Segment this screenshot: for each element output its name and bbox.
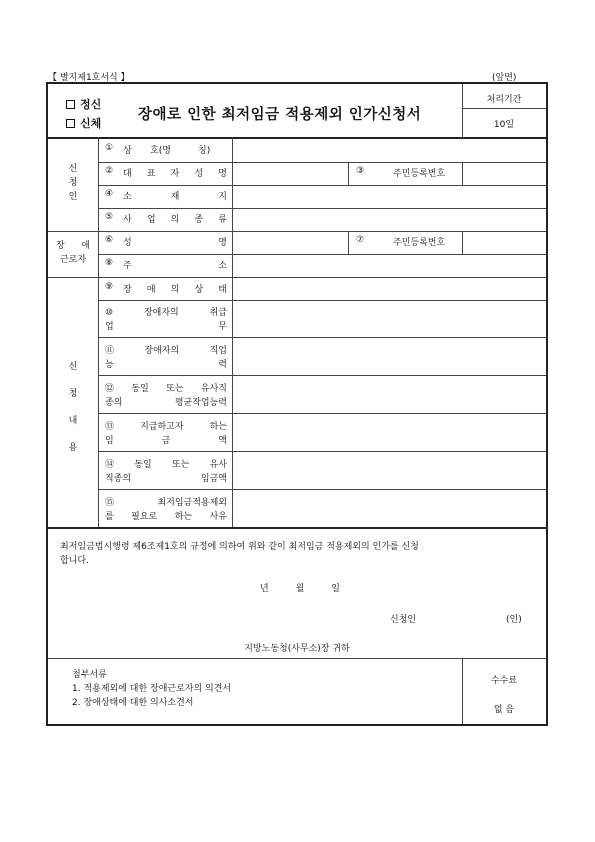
declaration-text: 최저임금법시행령 제6조제1호의 규정에 의하여 위와 같이 최저임금 적용제외의 인가를 신청 합니다. [60, 542, 419, 566]
business-name-field[interactable] [234, 139, 544, 160]
item6-num: ⑥ [105, 235, 114, 245]
attachment-item-1: 1. 적용제외에 대한 장애근로자의 의견서 [72, 684, 232, 694]
item12-label: ⑫ 동일 또는 유사직 종의 평균작업능력 [105, 384, 227, 408]
item9-num: ⑨ [105, 282, 114, 292]
item1-num: ① [105, 143, 114, 153]
disability-status-field[interactable] [234, 279, 544, 299]
average-ability-field[interactable] [234, 377, 544, 412]
addressee: 지방노동청(사무소)장 귀하 [244, 644, 350, 654]
representative-id-field[interactable] [464, 164, 544, 184]
item10-label: ⑩ 장애자의 취급 업 무 [105, 308, 227, 332]
item1-label: 상 호(명 [123, 146, 171, 156]
item15-label: ⑮ 최저임금적용제외 를 필요로 하는 사유 [105, 498, 227, 522]
checkbox-mental-label: 정신 [80, 98, 102, 111]
item1-label-end: 칭) [198, 146, 211, 156]
item6-label: 성 명 [123, 238, 227, 248]
item3-label: 주민등록번호 [393, 169, 446, 179]
form-number: 【 별지제1호서식 】 [48, 73, 130, 83]
fee-label: 수수료 [490, 676, 518, 686]
item2-label: 대 표 자 성 명 [123, 169, 227, 179]
proposed-wage-field[interactable] [234, 415, 544, 450]
section-label-applicant: 신 청 인 [68, 164, 78, 202]
business-type-field[interactable] [234, 210, 544, 230]
checkbox-square-icon[interactable] [66, 119, 75, 128]
attachments-title: 첨부서류 [72, 670, 107, 680]
item8-num: ⑧ [105, 258, 114, 268]
representative-name-field[interactable] [234, 164, 346, 184]
application-form [46, 82, 548, 726]
item2-num: ② [105, 166, 114, 176]
duties-field[interactable] [234, 302, 544, 336]
item9-label: 장 애 의 상 태 [123, 285, 227, 295]
vocational-ability-field[interactable] [234, 339, 544, 374]
checkbox-physical-label: 신체 [80, 117, 102, 130]
item7-label: 주민등록번호 [393, 238, 446, 248]
item11-label: ⑪ 장애자의 직업 능 력 [105, 346, 227, 370]
location-field[interactable] [234, 187, 544, 207]
worker-address-field[interactable] [234, 256, 544, 276]
checkbox-physical[interactable] [66, 115, 101, 131]
item4-num: ④ [105, 189, 114, 199]
processing-period-value: 10일 [493, 120, 515, 130]
item4-label: 소 재 지 [123, 192, 227, 202]
form-title: 장애로 인한 최저임금 적용제외 인가신청서 [138, 107, 422, 123]
worker-name-field[interactable] [234, 233, 346, 253]
attachment-item-2: 2. 장애상태에 대한 의사소견서 [72, 698, 194, 708]
checkbox-square-icon[interactable] [66, 100, 75, 109]
comparable-wage-field[interactable] [234, 453, 544, 488]
processing-period-label: 처리기간 [486, 95, 522, 105]
exemption-reason-field[interactable] [234, 491, 544, 526]
applicant-signature-label: 신청인 [390, 615, 417, 625]
item5-label: 사 업 의 종 류 [123, 215, 227, 225]
page-side-label: (앞면) [492, 73, 517, 83]
item3-num: ③ [356, 166, 365, 176]
section-label-content: 신 청 내 용 [68, 362, 78, 453]
item14-label: ⑭ 동일 또는 유사 직종의 임금액 [105, 460, 227, 484]
date-line: 년 월 일 [260, 584, 340, 594]
item13-label: ⑬ 지급하고자 하는 임 금 액 [105, 422, 227, 446]
seal-mark: (인) [506, 615, 522, 625]
item7-num: ⑦ [356, 235, 365, 245]
item5-num: ⑤ [105, 212, 114, 222]
section-label-worker: 장 애 근로자 [56, 241, 90, 265]
item8-label: 주 소 [123, 261, 227, 271]
checkbox-mental[interactable] [66, 96, 101, 112]
fee-value: 없 음 [493, 705, 515, 715]
worker-id-field[interactable] [464, 233, 544, 253]
